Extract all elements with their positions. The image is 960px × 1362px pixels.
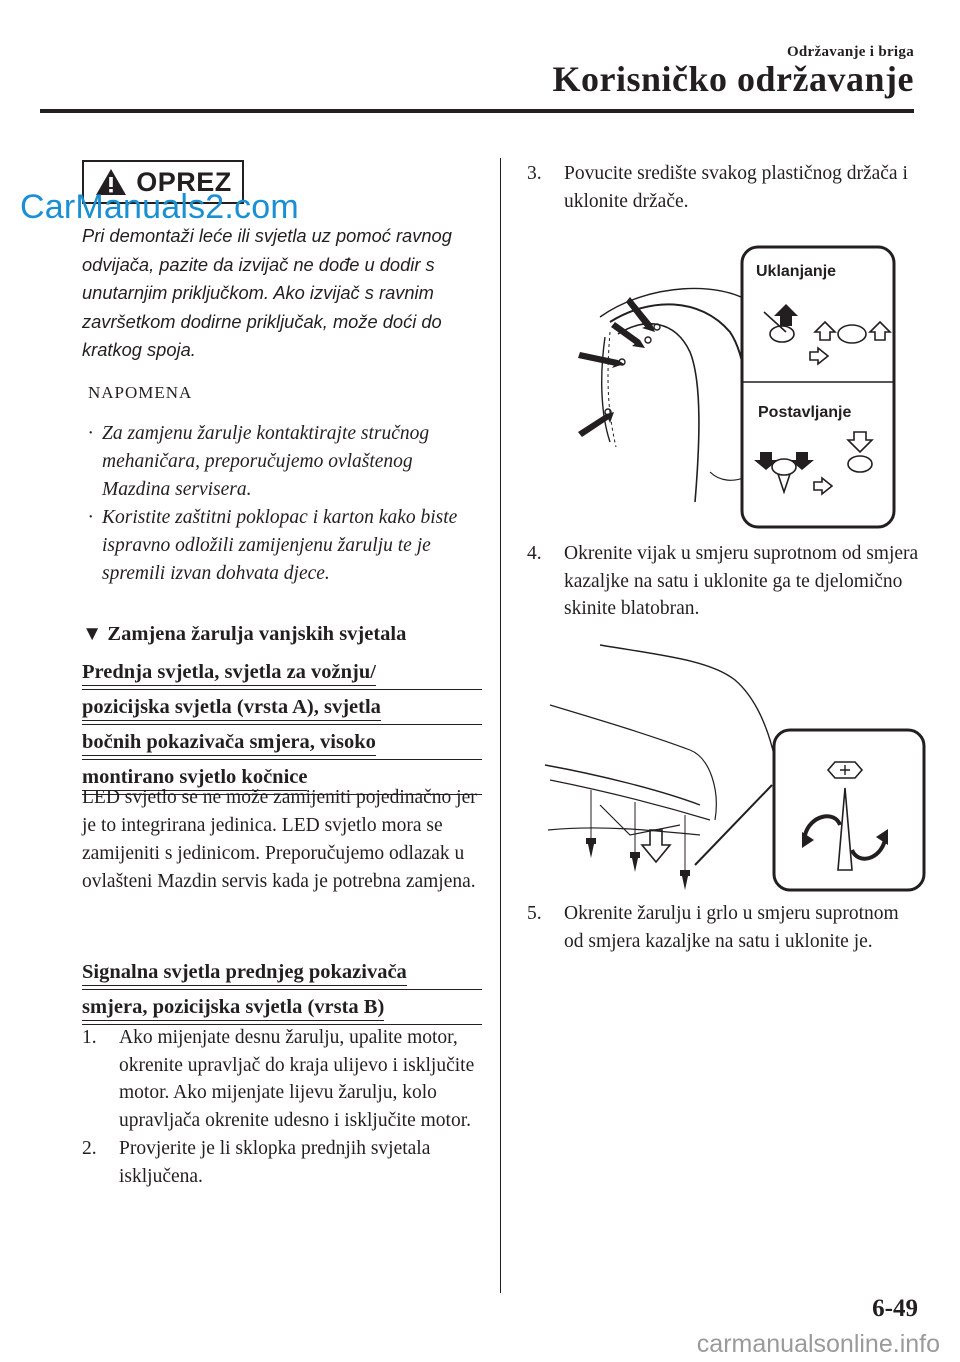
subheading-front-lights: Prednja svjetla, svjetla za vožnju/ pozicijska svjetla (vrsta A), svjetla bočnih pokazivača smjera, visoko montirano svjetlo kočnice xyxy=(82,658,482,798)
section-heading-text: Zamjena žarulja vanjskih svjetala xyxy=(107,623,407,645)
figure-screw-removal xyxy=(540,640,930,895)
column-divider xyxy=(500,158,501,1293)
caution-label: OPREZ xyxy=(136,166,232,197)
watermark: CarManuals2.com xyxy=(20,188,299,226)
note-item: · Koristite zaštitni poklopac i karton kako biste ispravno odložili zamijenjenu žarulju te je spremili izvan dohvata djece. xyxy=(88,507,458,584)
figure-clip-removal xyxy=(560,242,900,532)
note-heading: NAPOMENA xyxy=(88,383,193,402)
label-remove: Uklanjanje xyxy=(756,263,837,280)
note-item: · Za zamjenu žarulje kontaktirajte stručnog mehaničara, preporučujemo ovlaštenog Mazdina servisera. xyxy=(88,423,430,500)
subheading-turn-signals: Signalna svjetla prednjeg pokazivača smjera, pozicijska svjetla (vrsta B) xyxy=(82,958,482,1028)
step-3 xyxy=(527,160,917,215)
header-section: Održavanje i briga xyxy=(786,44,914,60)
caution-text: Pri demontaži leće ili svjetla uz pomoć ravnog odvijača, pazite da izvijač ne dođe u dodir s unutarnjim priključkom. Ako izvijač s ravnim završetkom dodirne priključak, može doći do kratkog spoja. xyxy=(82,225,452,360)
step-item: 5. Okrenite žarulju i grlo u smjeru suprotnom od smjera kazaljke na satu i uklonite je. xyxy=(527,903,899,952)
step-item: 3. Povucite središte svakog plastičnog držača i uklonite držače. xyxy=(527,163,908,212)
step-item: 1. Ako mijenjate desnu žarulju, upalite motor, okrenite upravljač do kraja ulijevo i isključite motor. Ako mijenjate lijevu žarulju, kolo upravljača okrenite udesno i isključite motor. xyxy=(82,1027,475,1132)
page-number: 6-49 xyxy=(872,1295,918,1322)
note-list xyxy=(88,420,478,588)
page-title: Korisničko održavanje xyxy=(552,59,914,99)
section-heading xyxy=(82,623,406,646)
step-item: 4. Okrenite vijak u smjeru suprotnom od smjera kazaljke na satu i uklonite ga te djelomično skinite blatobran. xyxy=(527,543,919,620)
footer-site: carmanualsonline.info xyxy=(696,1330,940,1358)
steps-left xyxy=(82,1024,482,1190)
step-item: 2. Provjerite je li sklopka prednjih svjetala isključena. xyxy=(82,1137,431,1187)
header-rule xyxy=(40,109,914,113)
paragraph-led: LED svjetlo se ne može zamijeniti pojedinačno jer je to integrirana jedinica. LED svjetlo mora se zamijeniti s jedinicom. Preporučujemo odlazak u ovlašteni Mazdin servis kada je potrebna zamjena. xyxy=(82,787,477,892)
step-5 xyxy=(527,900,922,955)
section-marker: ▼ xyxy=(82,623,103,645)
label-install: Postavljanje xyxy=(758,404,852,421)
step-4 xyxy=(527,540,922,623)
